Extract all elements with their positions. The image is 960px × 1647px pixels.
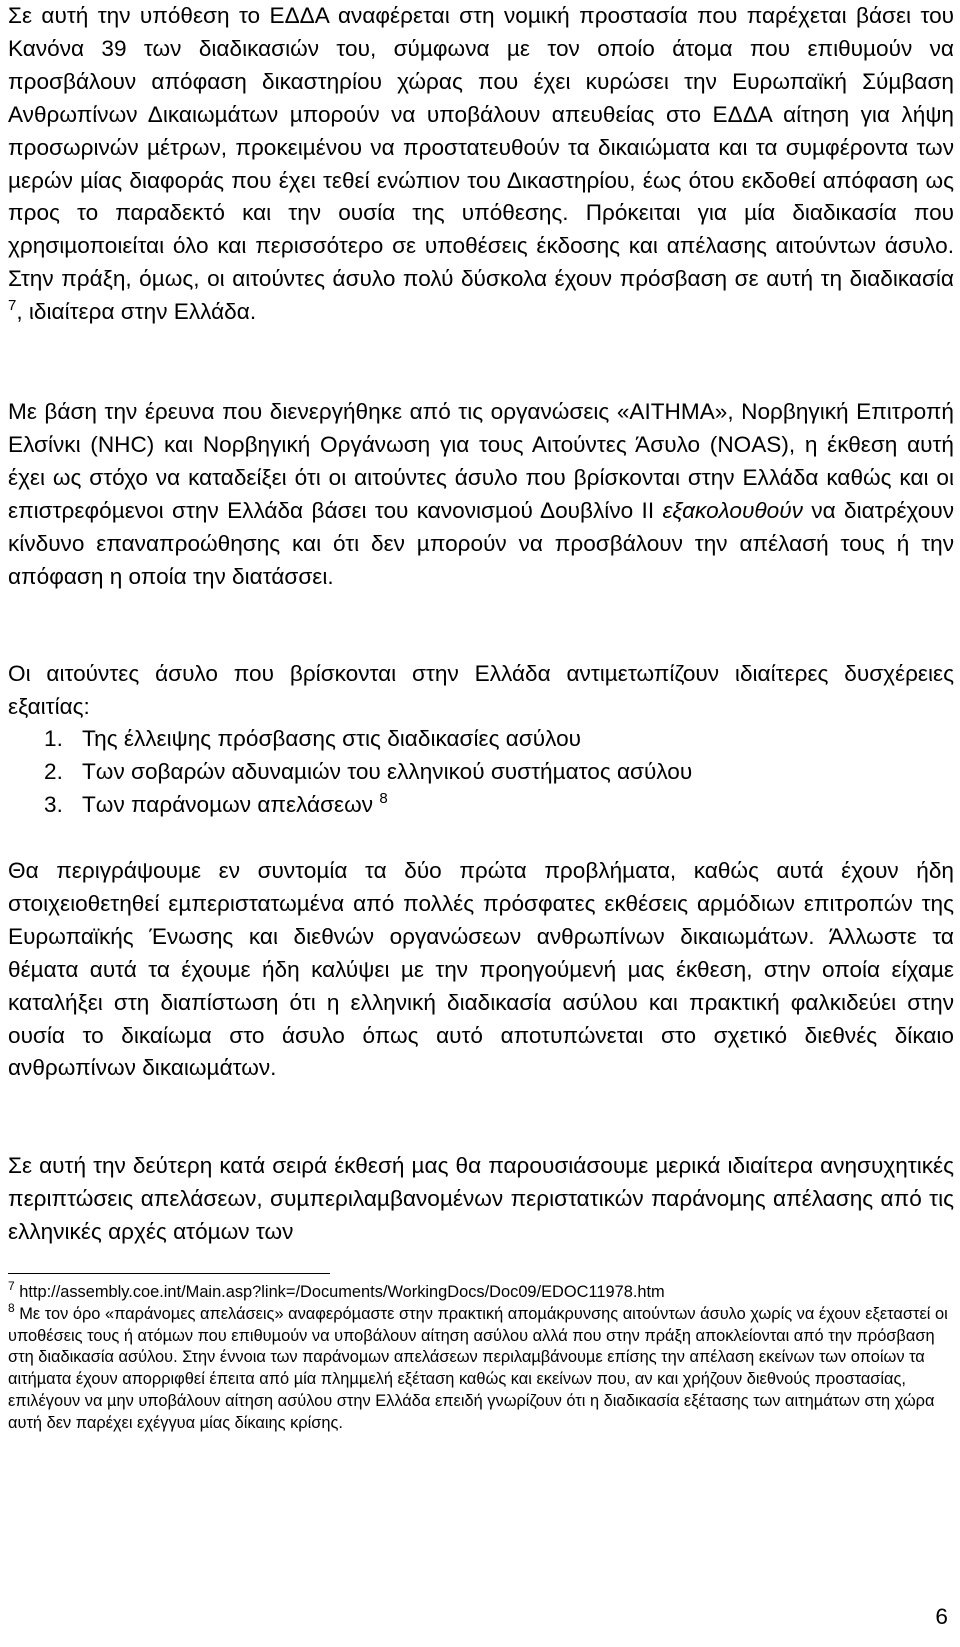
- list-number: 2.: [44, 758, 63, 784]
- paragraph-text: Με βάση την έρευνα που διενεργήθηκε από τις οργανώσεις «ΑΙΤΗΜΑ», Νορβηγική Επιτροπή Ελσίνκι (NHC) και Νορβηγική Οργάνωση για τους Αιτούντες Άσυλο (NOAS), η έκθεση αυτή έχει ως στόχο να καταδείξει ότι οι αιτούντες άσυλο που βρίσκονται στην Ελλάδα καθώς και οι επιστρεφόµενοι στην Ελλάδα βάσει του κανονισµού Δουβλίνο ΙΙ: [8, 399, 954, 523]
- footnote-7: [8, 1279, 948, 1304]
- page-number: 6: [935, 1604, 948, 1629]
- footnotes: [8, 1279, 948, 1435]
- list-item: [0, 789, 960, 822]
- difficulties-list: [0, 723, 960, 822]
- footnote-mark: 7: [8, 1279, 15, 1293]
- paragraph-report-goal: [8, 396, 954, 593]
- footnote-ref-8[interactable]: 8: [379, 789, 388, 807]
- paragraph-interim-measures: [8, 0, 954, 329]
- paragraph-text: Σε αυτή την υπόθεση το ΕΔΔΑ αναφέρεται στη νοµική προστασία που παρέχεται βάσει του Κανόνα 39 των διαδικασιών του, σύµφωνα µε τον οποίο άτοµα που επιθυµούν να προσβάλουν απόφαση δικαστηρίου χώρας που έχει κυρώσει την Ευρωπαϊκή Σύµβαση Ανθρωπίνων Δικαιωµάτων µπορούν να υποβάλουν απευθείας στο ΕΔΔΑ αίτηση για λήψη προσωρινών µέτρων, προκειµένου να προστατευθούν τα δικαιώµατα και τα συµφέροντα των µερών µίας διαφοράς που έχει τεθεί ενώπιον του Δικαστηρίου, έως ότου εκδοθεί απόφαση ως προς το παραδεκτό και την ουσία της υπόθεσης. Πρόκειται για µία διαδικασία που χρησιµοποιείται όλο και περισσότερο σε υποθέσεις έκδοσης και απέλασης αιτούντων άσυλο. Στην πράξη, όµως, οι αιτούντες άσυλο πολύ δύσκολα έχουν πρόσβαση σε αυτή τη διαδικασία: [8, 3, 954, 292]
- paragraph-difficulties-intro: Οι αιτούντες άσυλο που βρίσκονται στην Ελλάδα αντιµετωπίζουν ιδιαίτερες δυσχέρειες εξαιτίας:: [8, 661, 954, 719]
- paragraph-text-end: να διατρέχουν κίνδυνο επαναπροώθησης και ότι δεν µπορούν να προσβάλουν την απέλασή τους ή την απόφαση η οποία την διατάσσει.: [8, 497, 955, 589]
- paragraph-second-report: Σε αυτή την δεύτερη κατά σειρά έκθεσή µας θα παρουσιάσουµε µερικά ιδιαίτερα ανησυχητικές περιπτώσεις απελάσεων, συµπεριλαµβανοµένων περιστατικών παράνοµης απέλασης από τις ελληνικές αρχές ατόµων των: [8, 1153, 954, 1244]
- list-number: 3.: [44, 791, 63, 817]
- list-number: 1.: [44, 726, 63, 751]
- paragraph-text-end: , ιδιαίτερα στην Ελλάδα.: [16, 299, 257, 325]
- list-item-text: Των παράνοµων απελάσεων: [82, 791, 374, 817]
- footnote-ref-7[interactable]: 7: [8, 297, 17, 315]
- list-item: [0, 756, 960, 789]
- footnote-mark: 8: [8, 1300, 15, 1315]
- footnote-separator: [8, 1273, 330, 1274]
- emphasis-text: εξακολουθούν: [662, 497, 803, 523]
- paragraph-problems-summary: Θα περιγράψουµε εν συντοµία τα δύο πρώτα προβλήµατα, καθώς αυτά έχουν ήδη στοιχειοθετηθεί εµπεριστατωµένα από πολλές πρόσφατες εκθέσεις αρµόδιων επιτροπών της Ευρωπαϊκής Ένωσης και διεθνών οργανώσεων ανθρωπίνων δικαιωµάτων. Άλλωστε τα θέµατα αυτά τα έχουµε ήδη καλύψει µε την προηγούµενή µας έκθεση, στην οποία είχαµε καταλήξει στη διαπίστωση ότι η ελληνική διαδικασία ασύλου και πρακτική φαλκιδεύει στην ουσία το δικαίωµα στο άσυλο όπως αυτό αποτυπώνεται στο σχετικό διεθνές δίκαιο ανθρωπίνων δικαιωµάτων.: [8, 858, 954, 1081]
- list-item: [0, 723, 960, 756]
- list-item-text: Της έλλειψης πρόσβασης στις διαδικασίες ασύλου: [82, 726, 581, 751]
- footnote-link[interactable]: http://assembly.coe.int/Main.asp?link=/Documents/WorkingDocs/Doc09/EDOC11978.htm: [19, 1283, 665, 1301]
- list-item-text: Των σοβαρών αδυναµιών του ελληνικού συστήµατος ασύλου: [82, 758, 693, 784]
- footnote-text: Με τον όρο «παράνοµες απελάσεις» αναφερόµαστε στην πρακτική αποµάκρυνσης αιτούντων άσυλο χωρίς να έχουν εξεταστεί οι υποθέσεις τους ή ατόµων που επιθυµούν να υποβάλουν αίτηση ασύλου αλλά που στην πράξη αποκλείονται από την πρόσβαση στη διαδικασία ασύλου. Στην έννοια των παράνοµων απελάσεων περιλαµβάνουµε επίσης την απέλαση εκείνων των οποίων τα αιτήµατα έχουν απορριφθεί έπειτα από µία πληµµελή εξέταση καθώς και εκείνων που, αν και χρήζουν διεθνούς προστασίας, επιλέγουν να µην υποβάλουν αίτηση ασύλου στην Ελλάδα επειδή γνωρίζουν ότι η διαδικασία εξέτασης των αιτηµάτων στη χώρα αυτή δεν παρέχει εχέγγυα µίας δίκαιης κρίσης.: [8, 1304, 948, 1432]
- footnote-8: [8, 1300, 948, 1435]
